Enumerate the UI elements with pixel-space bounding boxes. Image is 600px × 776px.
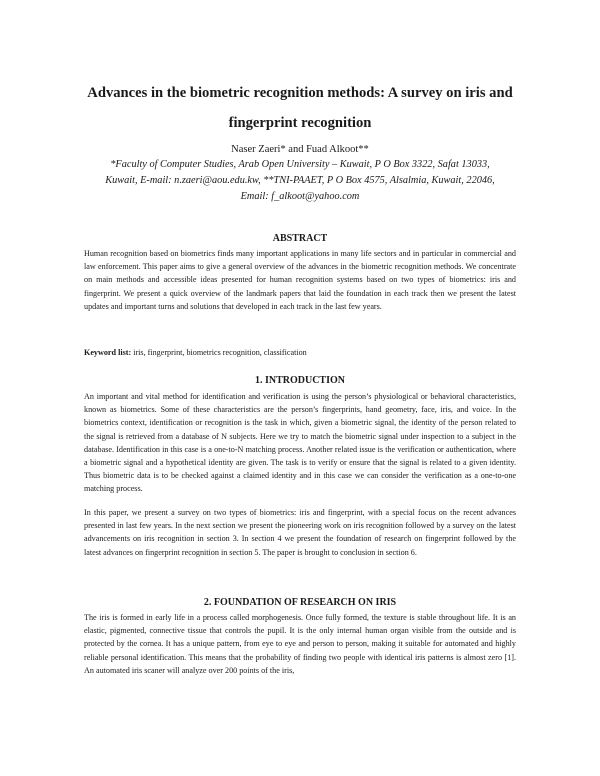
- iris-foundation-heading: 2. FOUNDATION OF RESEARCH ON IRIS: [203, 597, 397, 608]
- affiliation-line-1: *Faculty of Computer Studies, Arab Open University – Kuwait, P O Box 3322, Safat 13033,: [110, 159, 490, 170]
- title-line-1: Advances in the biometric recognition methods: A survey on iris and: [87, 85, 513, 101]
- affiliation-line-2: Kuwait, E-mail: n.zaeri@aou.edu.kw, **TNI-PAAET, P O Box 4575, Alsalmia, Kuwait, 22046,: [105, 175, 495, 186]
- iris-foundation-paragraph: The iris is formed in early life in a process called morphogenesis. Once fully formed, the texture is stable throughout life. It is an elastic, pigmented, connective tissue that controls the pupil. It is the only internal human organ visible from the outside and is protected by the cornea. It has a unique pattern, from eye to eye and person to person, making it suitable for automated and highly reliable personal identification. This means that the probability of finding two people with identical iris patterns is almost zero [1]. An automated iris scaner will analyze over 200 points of the iris,: [84, 613, 516, 675]
- title-line-2: fingerprint recognition: [228, 115, 372, 131]
- affiliation-line-3: Email: f_alkoot@yahoo.com: [240, 191, 360, 202]
- author-list: Naser Zaeri* and Fuad Alkoot**: [231, 144, 369, 155]
- abstract-text: Human recognition based on biometrics finds many important applications in many life sectors and in particular in commercial and law enforcement. This paper aims to give a general overview of the advances in the biometric recognition methods. We concentrate on main methods and accessible ideas presented for human recognition systems based on two types of biometrics: iris and fingerprint. We present a quick overview of the landmark papers that laid the foundation in each track then we present the latest updates and important turns and solutions that developed in each track in the last few years.: [84, 249, 516, 311]
- introduction-heading: 1. INTRODUCTION: [254, 375, 345, 386]
- affiliations: [60, 157, 540, 205]
- abstract-heading: ABSTRACT: [272, 233, 328, 244]
- introduction-paragraph-2: In this paper, we present a survey on two types of biometrics: iris and fingerprint, with a special focus on the recent advances presented in last few years. In the next section we present the pioneering work on iris recognition followed by a survey on the latest advancements on iris recognition in section 3. In section 4 we present the foundation of research on fingerprint followed by the latest advances on fingerprint recognition in section 5. The paper is brought to conclusion in section 6.: [84, 508, 516, 557]
- paper-title: [60, 78, 540, 138]
- keyword-list: [84, 346, 516, 359]
- keyword-values: iris, fingerprint, biometrics recognition, classification: [131, 348, 307, 357]
- keyword-label: Keyword list:: [84, 348, 132, 357]
- introduction-paragraph-1: An important and vital method for identification and verification is using the person’s physiological or behavioral characteristics, known as biometrics. Some of these characteristics are the person’s fingerprints, hand geometry, face, iris, and voice. In the biometrics context, identification or recognition is the task in which, given a biometric signal, the identity of the person related to the signal is retrieved from a database of N subjects. Here we try to match the biometric signal under inspection to a subject in the database. Identification in this case is a one-to-N matching process. Another related issue is the verification or authentication, where a biometric signal and a hypothetical identity are given. The task is to verify or ensure that the signal is related to a given identity. Thus biometric data is to be checked against a claimed identity and in this case we can consider the verification as a one-to-one matching process.: [84, 392, 516, 494]
